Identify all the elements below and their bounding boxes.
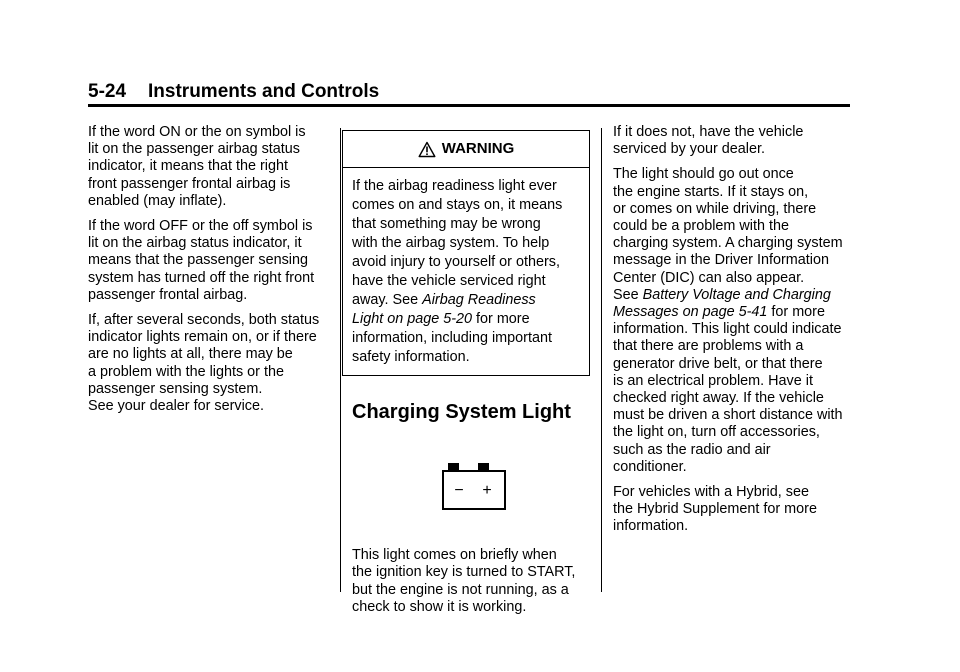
warning-box — [342, 130, 590, 376]
warning-title: WARNING — [441, 140, 515, 158]
page-header — [88, 80, 850, 107]
warning-text: for more information, including important safety information. — [352, 311, 552, 365]
paragraph: If the word ON or the on symbol is lit on the passenger airbag status indicator, it means that the right front passenger frontal airbag is enabled (may inflate). — [88, 124, 306, 209]
cross-reference-link[interactable]: Battery Voltage and Charging Messages on page 5-41 — [613, 286, 831, 321]
paragraph-text: for more information. This light could indicate that there are problems with a generator drive belt, or that there is an electrical problem. Have it checked right away. If the vehicle must be driven a short distance with the light on, turn off accessories, such as the radio and air conditioner. — [613, 304, 843, 475]
page-number: 5-24 — [88, 81, 127, 102]
paragraph: For vehicles with a Hybrid, see the Hybrid Supplement for more information. — [613, 484, 817, 535]
column-2 — [352, 124, 592, 624]
paragraph-text: The light should go out once the engine starts. If it stays on, or comes on while driving, there could be a problem with the charging system. A charging system message in the Driver Information Center (DIC) can also appear. See — [613, 166, 843, 303]
column-3 — [613, 124, 858, 544]
cross-reference-link[interactable]: Airbag Readiness Light on page 5-20 — [352, 292, 536, 327]
warning-body — [343, 168, 589, 375]
battery-minus: − — [454, 482, 464, 499]
paragraph: This light comes on briefly when the ignition key is turned to START, but the engine is not running, as a check to show it is working. — [352, 547, 576, 615]
column-1 — [88, 124, 328, 423]
paragraph: If, after several seconds, both status indicator lights remain on, or if there are no lights at all, there may be a problem with the lights or the passenger sensing system. See your dealer for service. — [88, 312, 320, 415]
column-divider — [340, 128, 341, 592]
charging-system-heading: Charging System Light — [352, 401, 571, 423]
paragraph — [613, 166, 858, 476]
battery-plus: + — [482, 482, 492, 499]
warning-text: If the airbag readiness light ever comes on and stays on, it means that something may be wrong with the airbag system. To help avoid injury to yourself or others, have the vehicle serviced right away. See — [352, 178, 563, 308]
column-divider — [601, 128, 602, 592]
paragraph: If the word OFF or the off symbol is lit on the airbag status indicator, it means that the passenger sensing system has turned off the right front passenger frontal airbag. — [88, 218, 315, 303]
warning-triangle-icon — [418, 141, 436, 158]
paragraph: If it does not, have the vehicle serviced by your dealer. — [613, 124, 804, 158]
section-title: Instruments and Controls — [148, 81, 380, 102]
warning-header — [343, 131, 589, 168]
battery-icon — [441, 462, 507, 512]
